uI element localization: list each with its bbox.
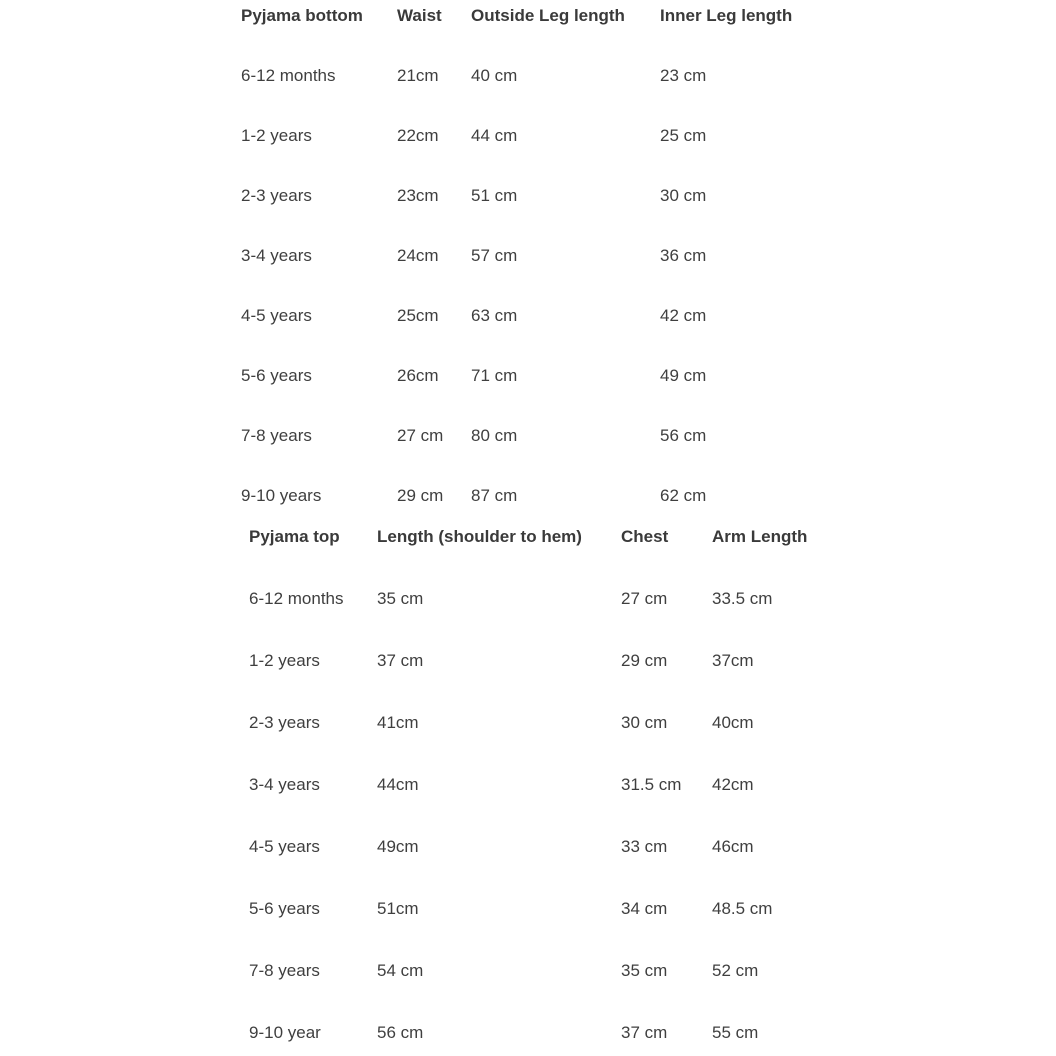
top-header-length: Length (shoulder to hem) [377,527,582,546]
top-cell-length: 44cm [377,775,419,794]
bottom-cell-inner-leg: 25 cm [660,126,707,145]
bottom-cell-waist: 25cm [397,306,439,325]
top-cell-size: 3-4 years [249,775,320,794]
bottom-cell-size: 1-2 years [241,126,312,145]
top-cell-size: 2-3 years [249,713,320,732]
bottom-cell-outside-leg: 40 cm [471,66,518,85]
bottom-cell-inner-leg: 23 cm [660,66,707,85]
top-cell-arm-length: 52 cm [712,961,759,980]
top-cell-arm-length: 40cm [712,713,754,732]
top-cell-chest: 31.5 cm [621,775,682,794]
top-cell-arm-length: 37cm [712,651,754,670]
bottom-cell-outside-leg: 63 cm [471,306,518,325]
top-cell-arm-length: 46cm [712,837,754,856]
top-cell-size: 4-5 years [249,837,320,856]
bottom-cell-size: 6-12 months [241,66,336,85]
top-cell-length: 35 cm [377,589,424,608]
top-cell-arm-length: 42cm [712,775,754,794]
bottom-cell-waist: 27 cm [397,426,444,445]
top-cell-arm-length: 55 cm [712,1023,759,1042]
bottom-cell-outside-leg: 44 cm [471,126,518,145]
bottom-header-size: Pyjama bottom [241,6,363,25]
top-cell-length: 54 cm [377,961,424,980]
top-cell-size: 5-6 years [249,899,320,918]
bottom-header-waist: Waist [397,6,442,25]
top-cell-chest: 33 cm [621,837,668,856]
top-cell-length: 41cm [377,713,419,732]
top-cell-chest: 35 cm [621,961,668,980]
top-header-size: Pyjama top [249,527,340,546]
bottom-cell-size: 7-8 years [241,426,312,445]
bottom-cell-outside-leg: 71 cm [471,366,518,385]
bottom-cell-waist: 26cm [397,366,439,385]
top-cell-chest: 29 cm [621,651,668,670]
bottom-cell-inner-leg: 36 cm [660,246,707,265]
top-header-arm-length: Arm Length [712,527,808,546]
bottom-cell-outside-leg: 57 cm [471,246,518,265]
top-cell-chest: 34 cm [621,899,668,918]
top-cell-length: 51cm [377,899,419,918]
top-cell-size: 6-12 months [249,589,344,608]
top-cell-size: 7-8 years [249,961,320,980]
bottom-cell-waist: 22cm [397,126,439,145]
bottom-cell-outside-leg: 87 cm [471,486,518,505]
bottom-cell-outside-leg: 80 cm [471,426,518,445]
top-cell-arm-length: 48.5 cm [712,899,773,918]
top-cell-chest: 30 cm [621,713,668,732]
bottom-cell-inner-leg: 56 cm [660,426,707,445]
top-cell-chest: 37 cm [621,1023,668,1042]
top-cell-size: 9-10 year [249,1023,321,1042]
bottom-cell-inner-leg: 30 cm [660,186,707,205]
bottom-cell-inner-leg: 49 cm [660,366,707,385]
top-cell-chest: 27 cm [621,589,668,608]
bottom-cell-size: 5-6 years [241,366,312,385]
bottom-cell-outside-leg: 51 cm [471,186,518,205]
bottom-header-outside-leg: Outside Leg length [471,6,625,25]
top-cell-length: 37 cm [377,651,424,670]
bottom-cell-size: 3-4 years [241,246,312,265]
bottom-cell-waist: 21cm [397,66,439,85]
bottom-cell-waist: 29 cm [397,486,444,505]
bottom-cell-inner-leg: 42 cm [660,306,707,325]
bottom-cell-size: 2-3 years [241,186,312,205]
bottom-cell-size: 9-10 years [241,486,322,505]
bottom-cell-inner-leg: 62 cm [660,486,707,505]
top-cell-length: 56 cm [377,1023,424,1042]
bottom-cell-waist: 24cm [397,246,439,265]
top-cell-arm-length: 33.5 cm [712,589,773,608]
top-cell-size: 1-2 years [249,651,320,670]
bottom-cell-waist: 23cm [397,186,439,205]
top-header-chest: Chest [621,527,669,546]
top-cell-length: 49cm [377,837,419,856]
bottom-header-inner-leg: Inner Leg length [660,6,793,25]
bottom-cell-size: 4-5 years [241,306,312,325]
